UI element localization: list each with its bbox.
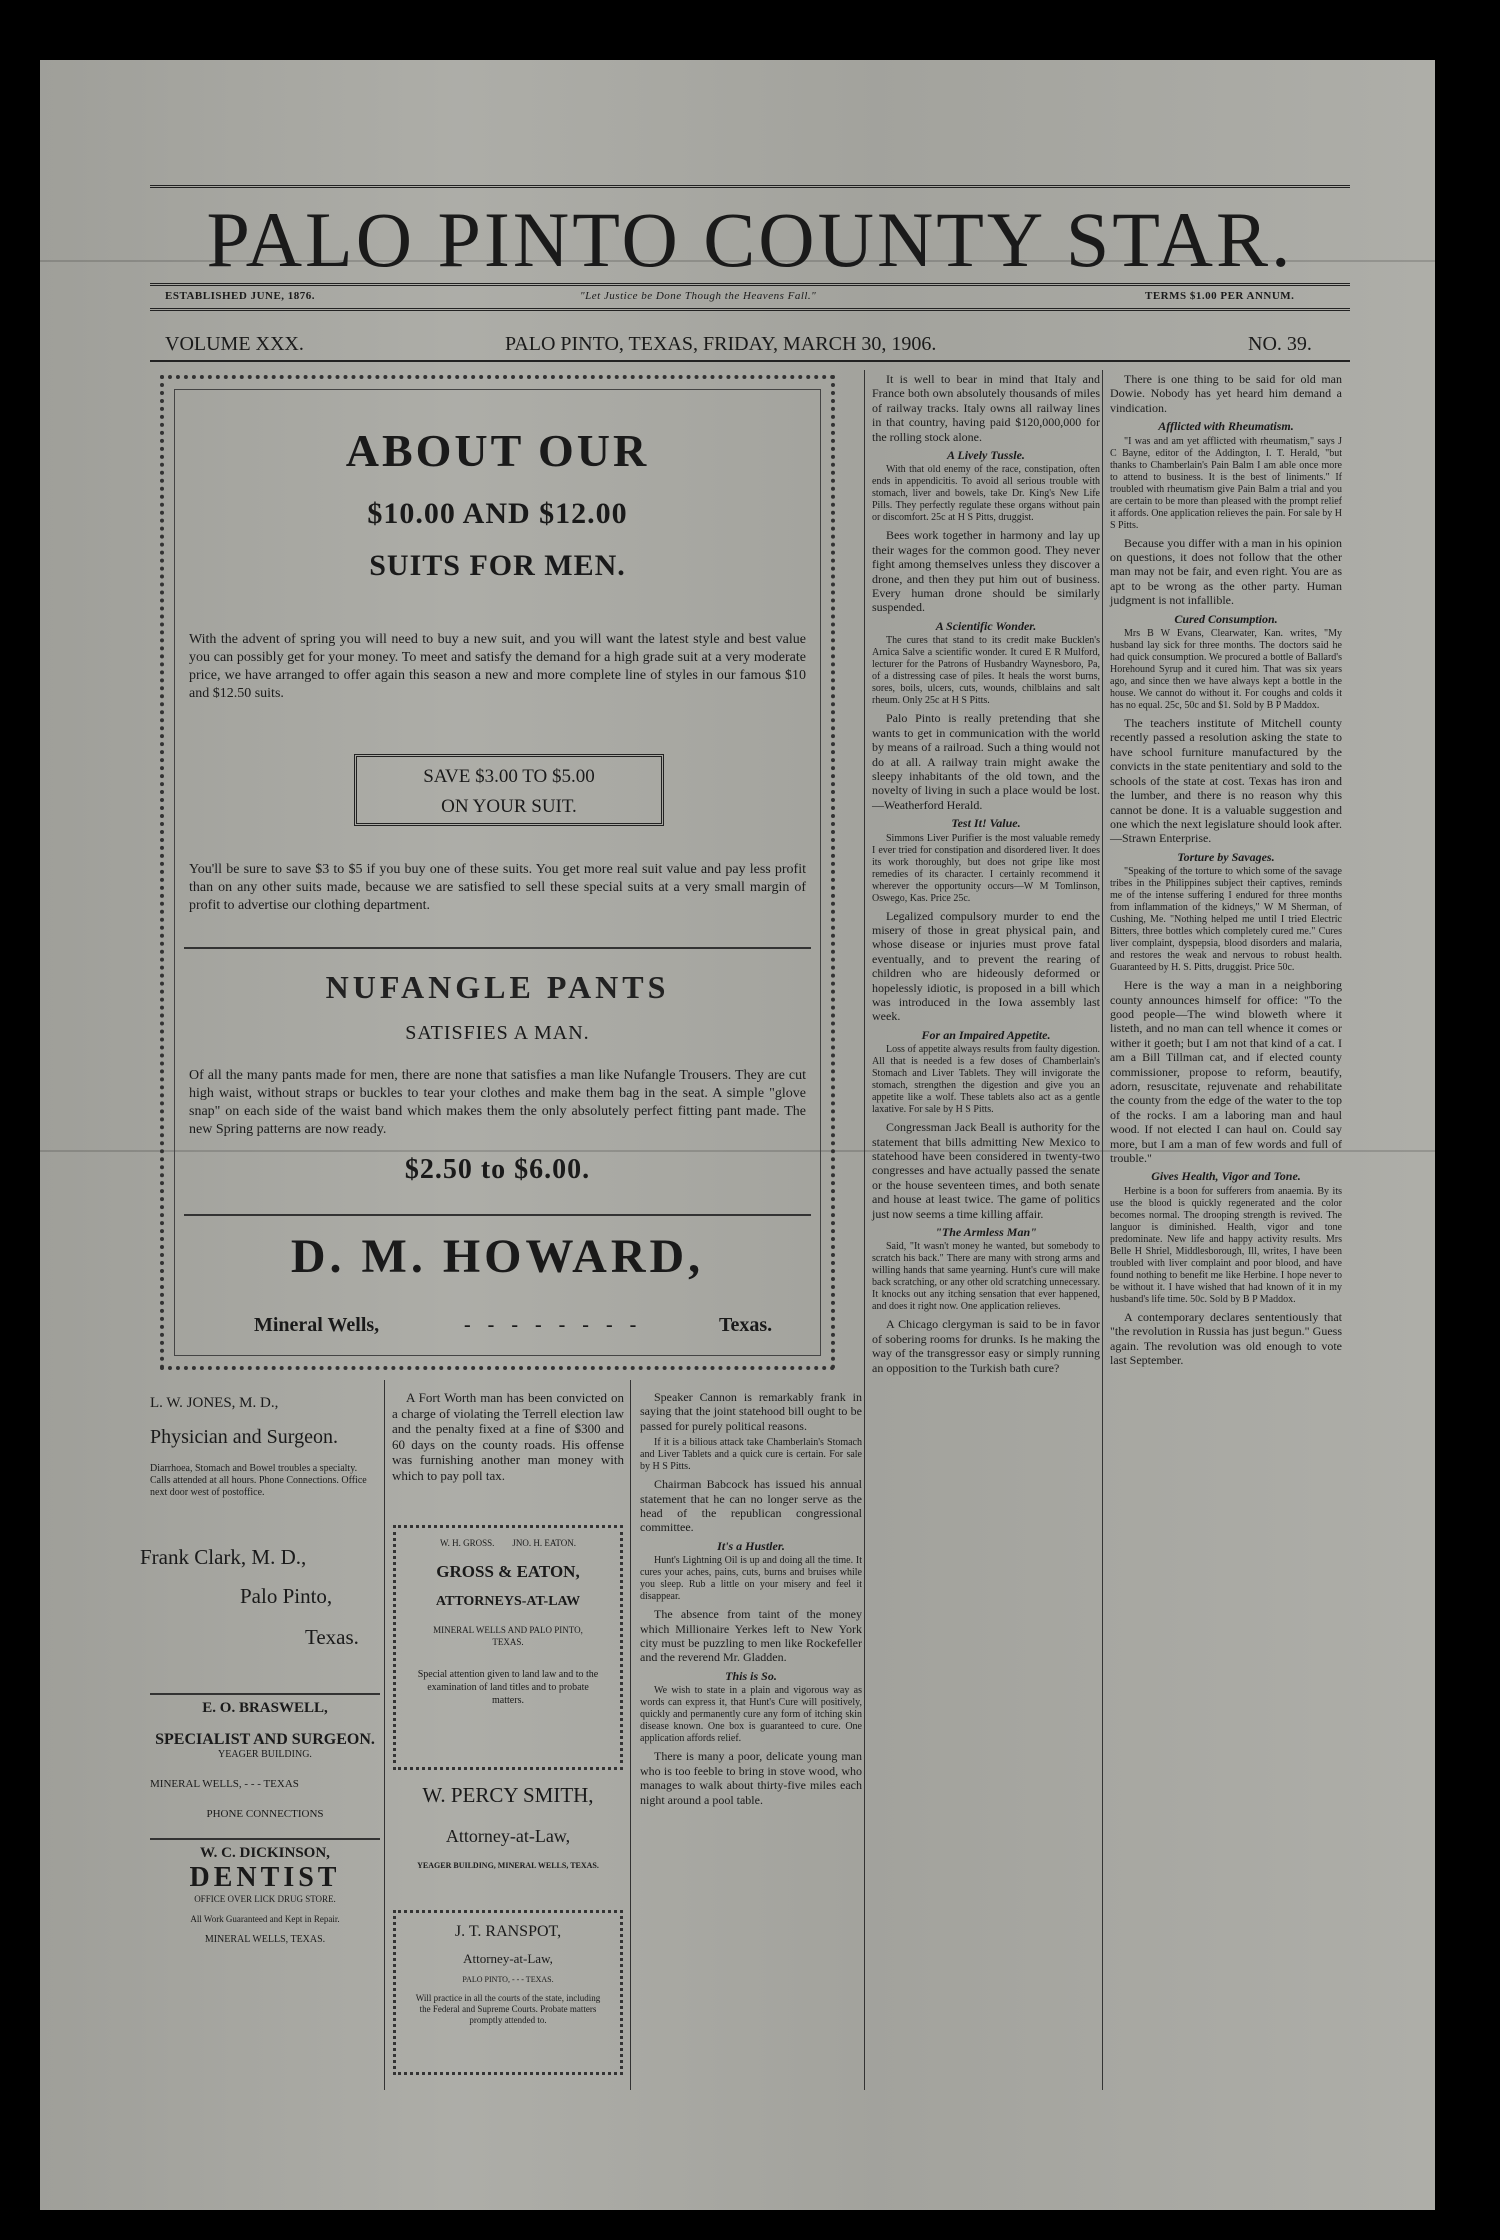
ad-price-line: $10.00 AND $12.00 <box>367 497 628 530</box>
item-heading: Cured Consumption. <box>1174 611 1278 626</box>
fort-worth-article <box>392 1390 624 1488</box>
article-paragraph: It is well to bear in mind that Italy and France both own absolutely thousands of miles of railway tracks. Italy owns all railway lines in that country, having paid $120,000,000 for the rolling stock alone. <box>872 372 1100 444</box>
column-three <box>872 372 1100 1379</box>
save-line-2: ON YOUR SUIT. <box>441 796 577 817</box>
clark-card <box>140 1545 380 1650</box>
article-paragraph: Chairman Babcock has issued his annual statement that he can no longer serve as the head of the republican congressional committee. <box>640 1477 862 1535</box>
article-paragraph: Congressman Jack Beall is authority for the statement that bills admitting New Mexico to statehood have been considered in twenty-two congresses and have actually passed the senate or the house seventeen times, and both senate and house at least twice. The game of politics just now seems a time killing affair. <box>872 1120 1100 1221</box>
item-heading: A Scientific Wonder. <box>935 618 1037 633</box>
smith-name: W. PERCY SMITH, <box>422 1783 594 1807</box>
braswell-name: E. O. BRASWELL, <box>202 1700 328 1716</box>
smith-place: YEAGER BUILDING, MINERAL WELLS, TEXAS. <box>417 1861 599 1870</box>
column-rule <box>1102 370 1103 2090</box>
dickinson-town: MINERAL WELLS, TEXAS. <box>204 1934 326 1945</box>
ad-paragraph: We wish to state in a plain and vigorous way as words can express it, that Hunt's Cure will positively, quickly and permanently cure any form of itching skin disease known. One box is guaranteed to cure. One application affords relief. <box>640 1685 862 1745</box>
item-heading: Test It! Value. <box>951 816 1021 831</box>
jones-title: Physician and Surgeon. <box>150 1426 338 1448</box>
article-paragraph: A Chicago clergyman is said to be in favor of sobering rooms for drunks. Is he making the way of the transgressor easy or simply running an opposition to the Turkish bath cure? <box>872 1317 1100 1375</box>
item-heading: For an Impaired Appetite. <box>921 1027 1051 1042</box>
braswell-building: YEAGER BUILDING. <box>218 1749 312 1760</box>
gross-eaton-card <box>393 1525 623 1770</box>
ad-save-box <box>354 754 664 826</box>
ranspot-name: J. T. RANSPOT, <box>454 1923 562 1940</box>
nufangle-pants-heading: NUFANGLE PANTS <box>325 969 670 1005</box>
clark-town: Palo Pinto, <box>240 1584 333 1608</box>
ad-paragraph: Loss of appetite always results from faulty digestion. All that is needed is a few doses of Chamberlain's Stomach and Liver Tablets. They will invigorate the stomach, strengthen the digestion and give you an appetite like a wolf. These tablets also act as a gentle laxative. For sale by H S Pitts. <box>872 1044 1100 1116</box>
item-heading: Gives Health, Vigor and Tone. <box>1151 1169 1301 1184</box>
ad-paragraph: "I was and am yet afflicted with rheumatism," says J C Bayne, editor of the Addington, I. T. Herald, "but thanks to Chamberlain's Pain Balm I am able once more to attend to business. It is the best of liniments." If troubled with rheumatism give Pain Balm a trial and you are certain to be more than pleased with the prompt relief it affords. One application relieves the pain. For sale by H S Pitts. <box>1110 435 1342 531</box>
smith-title: Attorney-at-Law, <box>445 1826 571 1846</box>
issue-number: NO. 39. <box>1248 333 1312 355</box>
column-rule <box>630 1380 631 2090</box>
dickinson-note: All Work Guaranteed and Kept in Repair. <box>190 1914 340 1924</box>
ad-paragraph: Mrs B W Evans, Clearwater, Kan. writes, "My husband lay sick for three months. The doctors said he had quick consumption. We procured a bottle of Ballard's Horehound Syrup and it cured him. That was six years ago, and since then we have always kept a bottle in the house. We cannot do without it. For coughs and colds it has no equal. 25c, 50c and $1. Sold by B P Maddox. <box>1110 628 1342 712</box>
column-rule <box>384 1380 385 2090</box>
ad-paragraph: Simmons Liver Purifier is the most valuable remedy I ever tried for constipation and disordered liver. It does its work thoroughly, but does not gripe like most remedies of its character. I certainly recommend it wherever the opportunity occurs—W M Tomlinson, Oswego, Kas. Price 25c. <box>872 832 1100 904</box>
clark-state: Texas. <box>305 1625 359 1649</box>
merchant-town: Mineral Wells, <box>254 1314 380 1336</box>
braswell-phone: PHONE CONNECTIONS <box>206 1808 324 1820</box>
motto: "Let Justice be Done Though the Heavens Fall." <box>580 290 817 302</box>
ad-paragraph: Said, "It wasn't money he wanted, but somebody to scratch his back." There are many with strong arms and willing hands that same yearning. Hunt's cure will make back scratching, or any other old scratching unnecessary. It knocks out any itching sensation that ever happened, and does it right now. One application relieves. <box>872 1241 1100 1313</box>
article-paragraph: Because you differ with a man in his opinion on questions, it does not follow that the other man may not be fair, and even right. You are as apt to be wrong as the other party. Human judgment is not infallible. <box>1110 535 1342 608</box>
item-heading: Afflicted with Rheumatism. <box>1158 419 1294 434</box>
jones-name: L. W. JONES, M. D., <box>150 1395 279 1411</box>
dickinson-title: DENTIST <box>189 1862 341 1893</box>
ranspot-place: PALO PINTO, - - - TEXAS. <box>462 1975 554 1984</box>
braswell-card <box>150 1700 380 1820</box>
article-paragraph: A contemporary declares sententiously that "the revolution in Russia has just begun." Guess again. The revolution was old enough to vote last September. <box>1110 1309 1342 1368</box>
dateline-top-rule <box>150 308 1350 311</box>
ad-paragraph: "Speaking of the torture to which some of the savage tribes in the Philippines subject their captives, reminds me of the intense suffering I endured for three months from inflammation of the kidneys," W M Sherman, of Cushing, Me. "Nothing helped me until I tried Electric Bitters, three bottles which completely cured me." Cures liver complaint, dyspepsia, blood disorders and malaria, and restores the weak and nervous to robust health. Guaranteed by H. S. Pitts, druggist. Price 50c. <box>1110 866 1342 974</box>
braswell-title: SPECIALIST AND SURGEON. <box>155 1731 375 1748</box>
ad-savings-text: You'll be sure to save $3 to $5 if you buy one of these suits. You get more real suit value and pay less profit than on any other suits made, because we are satisfied to sell these special suits at a very small margin of profit to advertise our clothing department. <box>189 862 806 913</box>
column-four <box>1110 372 1342 1371</box>
ad-suits-line: SUITS FOR MEN. <box>369 549 626 582</box>
ranspot-card <box>393 1910 623 2075</box>
article-paragraph: Bees work together in harmony and lay up their wages for the common good. They never fight among themselves unless they discover a drone, and then they put him out of business. Every human drone should be similarly suspended. <box>872 528 1100 615</box>
braswell-town: MINERAL WELLS, - - - TEXAS <box>150 1778 299 1790</box>
satisfies-line: SATISFIES A MAN. <box>405 1022 590 1044</box>
ranspot-title: Attorney-at-Law, <box>463 1951 553 1966</box>
item-heading: "The Armless Man" <box>935 1225 1037 1240</box>
ad-paragraph: If it is a bilious attack take Chamberlain's Stomach and Liver Tablets and a quick cure is certain. For sale by H S Pitts. <box>640 1437 862 1473</box>
cannon-column <box>640 1390 862 1811</box>
ad-paragraph: Hunt's Lightning Oil is up and doing all the time. It cures your aches, pains, cuts, burns and bruises while you sleep. Rub a little on your misery and feel it disappear. <box>640 1555 862 1603</box>
item-heading: A Lively Tussle. <box>947 448 1025 463</box>
gross-firm: GROSS & EATON, <box>436 1562 580 1581</box>
column-rule <box>864 370 865 2090</box>
ad-heading: ABOUT OUR <box>345 425 650 476</box>
article-paragraph: Legalized compulsory murder to end the misery of those in great physical pain, and whose disease or injuries must prove fatal eventually, and to prevent the rearing of children who are hideously deformed or hopelessly idiotic, is proposed in a bill which was introduced in the Iowa assembly last week. <box>872 908 1100 1024</box>
ranspot-note: Will practice in all the courts of the state, including the Federal and Supreme Courts. Probate matters promptly attended to. <box>415 1993 601 2025</box>
dickinson-card <box>150 1845 380 1945</box>
item-heading: Torture by Savages. <box>1177 849 1275 864</box>
dickinson-name: W. C. DICKINSON, <box>200 1845 330 1861</box>
subscription-terms: TERMS $1.00 PER ANNUM. <box>1145 290 1295 302</box>
jones-note: Diarrhoea, Stomach and Bowel troubles a specialty. Calls attended at all hours. Phone Connections. Office next door west of postoffice. <box>150 1463 367 1498</box>
smith-card <box>392 1783 624 1870</box>
gross-towns: MINERAL WELLS AND PALO PINTO, TEXAS. <box>433 1625 583 1647</box>
clothing-advertisement <box>160 375 835 1370</box>
merchant-state: Texas. <box>719 1314 773 1336</box>
item-heading: This is So. <box>725 1668 777 1683</box>
dickinson-office: OFFICE OVER LICK DRUG STORE. <box>194 1894 336 1904</box>
ad-paragraph: With that old enemy of the race, constipation, often ends in appendicitis. To avoid all serious trouble with stomach, liver and bowels, take Dr. King's New Life Pills. They perfectly regulate these organs without pain or discomfort. 25c at H S Pitts, druggist. <box>872 464 1100 524</box>
volume-number: VOLUME XXX. <box>165 333 304 355</box>
article-paragraph: The teachers institute of Mitchell county recently passed a resolution asking the state to have school furniture manufactured by the convicts in the state penitentiary and sold to the schools of the state at cost. Texas has iron and the lumber, and there is no reason why this cannot be done. It is a valuable suggestion and one which the next legislature should look after.—Strawn Enterprise. <box>1110 716 1342 846</box>
ad-paragraph: The cures that stand to its credit make Bucklen's Arnica Salve a scientific wonder. It cured E R Mulford, lecturer for the Patrons of Husbandry Waynesboro, Pa, of a distressing case of piles. It heals the worst burns, sores, boils, ulcers, cuts, wounds, chilblains and salt rheum. Only 25c at H S Pitts. <box>872 635 1100 707</box>
divider <box>150 1693 380 1695</box>
ad-dashes: - - - - - - - - <box>464 1314 643 1336</box>
ad-divider <box>184 947 811 949</box>
article-paragraph: A Fort Worth man has been convicted on a charge of violating the Terrell election law and the penalty fixed at a fine of $300 and 60 days on the county roads. His offense was furnishing another man money with which to pay poll tax. <box>392 1390 624 1483</box>
pants-price: $2.50 to $6.00. <box>404 1154 591 1185</box>
article-paragraph: There is many a poor, delicate young man who is too feeble to bring in stove wood, who manages to walk about thirty-five miles each night around a pool table. <box>640 1749 862 1807</box>
dateline-bottom-rule <box>150 360 1350 362</box>
dateline: PALO PINTO, TEXAS, FRIDAY, MARCH 30, 1906. <box>505 333 937 355</box>
newspaper-title: PALO PINTO COUNTY STAR. <box>206 196 1294 283</box>
divider <box>150 1838 380 1840</box>
article-paragraph: Speaker Cannon is remarkably frank in saying that the joint statehood bill ought to be passed for purely political reasons. <box>640 1390 862 1433</box>
item-heading: It's a Hustler. <box>717 1538 785 1553</box>
ad-paragraph: Herbine is a boon for sufferers from anaemia. By its use the blood is quickly regenerated and the color becomes normal. The drooping strength is revived. The languor is diminished. Health, vigor and tone predominate. New life and happy activity results. Mrs Belle H Shriel, Middlesborough, Ill, writes, I have been troubled with liver complaint and poor blood, and have found nothing to benefit me like Herbine. I hope never to be without it. I have wished that had known of it in my husband's life time. 50c. Sold by B P Maddox. <box>1110 1185 1342 1305</box>
gross-partners: W. H. GROSS. JNO. H. EATON. <box>439 1538 576 1548</box>
masthead-rule <box>150 283 1350 286</box>
article-paragraph: There is one thing to be said for old man Dowie. Nobody has yet heard him demand a vindication. <box>1110 372 1342 415</box>
masthead-top-rule <box>150 185 1350 188</box>
established-date: ESTABLISHED JUNE, 1876. <box>165 290 316 302</box>
gross-note: Special attention given to land law and to the examination of land titles and to probate matters. <box>417 1669 599 1706</box>
article-paragraph: Here is the way a man in a neighboring county announces himself for office: "To the good people—The wind bloweth where it listeth, and no man can tell whence it comes or wither it goeth; but I am not that kind of a cat. I am a Bill Tillman cat, and if elected county commissioner, propose to reform, beautify, adorn, resuscitate, rejuvenate and rehabilitate the county from the edge of the water to the top of the rocks. I am a laboring man and haul wood. If not elected I can haul on. Could say more, but I am a man of few words and full of trouble." <box>1110 978 1342 1165</box>
clark-name: Frank Clark, M. D., <box>140 1545 307 1569</box>
gross-title: ATTORNEYS-AT-LAW <box>435 1594 581 1609</box>
jones-card <box>150 1395 380 1499</box>
ad-intro-text: With the advent of spring you will need to buy a new suit, and you will want the latest style and best value you can possibly get for your money. To meet and satisfy the demand for a high grade suit at a very moderate price, we have arranged to offer again this season a new and more complete line of styles in our famous $10 and $12.50 suits. <box>189 632 806 701</box>
save-line-1: SAVE $3.00 TO $5.00 <box>423 766 595 787</box>
ad-divider <box>184 1214 811 1216</box>
article-paragraph: The absence from taint of the money which Millionaire Yerkes left to New York city must be puzzling to men like Rockefeller and the reverend Mr. Gladden. <box>640 1607 862 1665</box>
merchant-name: D. M. HOWARD, <box>290 1230 705 1283</box>
pants-description: Of all the many pants made for men, there are none that satisfies a man like Nufangle Trousers. They are cut high waist, without straps or buckles to tear your clothes and make them bag in the seat. A simple "glove snap" on each side of the waist band which makes them the only absolutely perfect fitting pant made. The new Spring patterns are now ready. <box>189 1068 806 1137</box>
article-paragraph: Palo Pinto is really pretending that she wants to get in communication with the world by means of a railroad. Such a thing would not do at all. A railway train might awake the sleepy inhabitants of the old town, and the novelty of living in such a place would be lost.—Weatherford Herald. <box>872 711 1100 812</box>
